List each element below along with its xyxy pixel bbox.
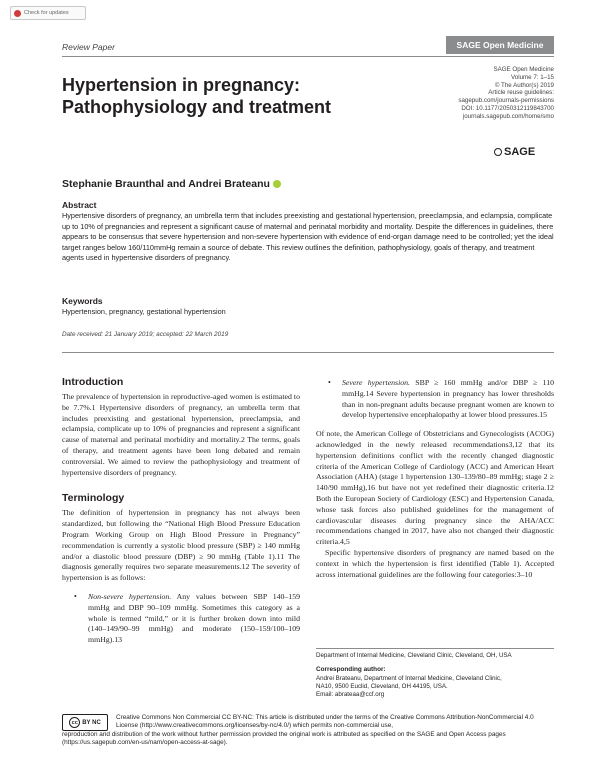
list-item [316,378,554,421]
license-text: Creative Commons Non Commercial CC BY-NC: This article is distributed under the terms of the Creative Commons Attribution-NonCommercial 4.0 License (http://www.creativecommons.org/licenses/by-nc/4.0/) which permits non-commercial use, [116,714,534,730]
meta-volume: Volume 7: 1–15 [510,73,554,81]
article-title [62,74,382,118]
keywords-text: Hypertension, pregnancy, gestational hypertension [62,307,226,316]
meta-journal: SAGE Open Medicine [493,66,554,73]
article-meta [418,66,554,121]
article-type: Review Paper [62,42,115,52]
license-text-continued: reproduction and distribution of the work without further permission provided the original work is attributed as specified on the SAGE and Open Access pages (https://us.sagepub.com/en-us/nam/open-access-at-sage). [62,731,506,747]
check-for-updates-badge[interactable] [10,6,86,20]
bullet-term: Non-severe hypertension. [88,591,172,601]
corresponding-email[interactable]: Email: abrateaa@ccf.org [316,691,385,698]
terminology-paragraph: The definition of hypertension in pregnancy has not always been standardized, but following the “National High Blood Pressure Education Program Working Group on High Blood Pressure in Pregnancy” recommendation is currently a systolic blood pressure (SBP) ≥ 140 mmHg and/or a diastolic blood pressure (DBP) ≥ 90 mmHg (Table 1).11 The diagnosis generally requires two separate measurements.12 The severity of hypertension is as follows: [62,508,300,583]
check-updates-label: Check for updates [24,10,69,16]
meta-copyright: © The Author(s) 2019 [494,81,554,89]
acog-paragraph: Of note, the American College of Obstetricians and Gynecologists (ACOG) acknowledged in the newly released recommendations3,12 that its hypertension definitions conflict with the recently changed diagnostic criteria of the American College of Cardiology (ACC) and American Heart Association (AHA) (stage 1 hypertension 130–139/80–89 mmHg; stage 2 ≥ 140/90 mmHg),16 but have not yet redefined their diagnostic criteria.12 Both the European Society of Cardiology (ESC) and Hypertension Canada, whose task forces also published guidelines for the management of cardiovascular diseases during pregnancy since the AHA/ACC recommendations changed in 2017, have also not changed their diagnostic criteria.4,5 [316,429,554,547]
bullet-text [342,378,554,421]
categories-paragraph: Specific hypertensive disorders of pregnancy are named based on the context in which the hypertension is first identified (Table 1). Accepted across international guidelines are the following four categories:3–10 [316,547,554,579]
corresponding-line-1: Andrei Brateanu, Department of Internal Medicine, Cleveland Clinic, [316,675,502,682]
keywords-heading: Keywords [62,296,103,306]
bullet-icon: • [328,378,331,387]
corresponding-author-heading: Corresponding author: [316,666,386,673]
bullet-description: Any values between SBP 140–159 mmHg and DBP 90–109 mmHg. Sometimes this category as a whole is termed “mild,” or it is further broken down into mild (140–149/90–99 mmHg) and moderate (150–159/100–109 mmHg).13 [88,591,301,645]
abstract-heading: Abstract [62,200,97,210]
header-divider [62,56,554,57]
check-updates-icon [14,10,21,17]
bullet-text [88,592,300,646]
sage-logo-text: SAGE [504,146,536,158]
right-column [316,378,554,580]
meta-reuse-label: Article reuse guidelines: [488,89,554,97]
sage-logo-icon [494,148,502,156]
terminology-heading: Terminology [62,492,125,505]
corresponding-author [316,675,554,699]
list-item [62,592,300,646]
author-list [62,178,281,190]
authors-text: Stephanie Braunthal and Andrei Brateanu [62,178,270,190]
title-line-1: Hypertension in pregnancy: [62,75,301,95]
abstract-section [62,200,554,264]
meta-doi[interactable]: DOI: 10.1177/2050312119843700 [461,104,554,112]
introduction-paragraph: The prevalence of hypertension in reproductive-aged women is estimated to be 7.7%.1 Hypertensive disorders of pregnancy, an umbrella term that includes preexisting and gestational hypertension, preeclampsia, and eclampsia, complicate up to 10% of pregnancies and represent a significant cause of maternal and perinatal morbidity and mortality.2 The terms, goals of therapy, and treatment agents have been long debated and remain controversial. We aimed to review the pathophysiology and treatment of hypertensive disorders of pregnancy. [62,392,300,477]
sage-logo [494,146,535,158]
cc-icon: cc [69,717,80,728]
bullet-term: Severe hypertension. [342,378,410,387]
title-line-2: Pathophysiology and treatment [62,97,332,117]
article-dates: Date received: 21 January 2019; accepted: 22 March 2019 [62,331,229,338]
affiliation: Department of Internal Medicine, Cleveland Clinic, Cleveland, OH, USA [316,652,512,659]
meta-reuse-link[interactable]: sagepub.com/journals-permissions [458,97,554,105]
creative-commons-badge [62,714,108,731]
journal-name-badge: SAGE Open Medicine [446,36,554,54]
introduction-heading: Introduction [62,376,124,388]
corresponding-line-2: NA10, 9500 Euclid, Cleveland, OH 44195, USA. [316,683,448,690]
bullet-icon: • [74,591,77,601]
bullet-description: SBP ≥ 160 mmHg and/or DBP ≥ 110 mmHg.14 Severe hypertension in pregnancy has lower thresholds than in non-pregnant adults because pregnant women are known to develop hypertensive encephalopathy at lower blood pressures.15 [342,378,554,420]
abstract-divider [62,352,554,353]
meta-journal-link[interactable]: journals.sagepub.com/home/smo [462,112,554,120]
footnote-divider [316,648,554,649]
orcid-icon[interactable] [273,180,281,188]
left-column [62,376,300,646]
abstract-text: Hypertensive disorders of pregnancy, an umbrella term that includes preexisting and gestational hypertension, preeclampsia, and eclampsia, complicate up to 10% of pregnancies and represent a significant cause of maternal and perinatal morbidity and mortality. Despite the differences in guidelines, there appears to be consensus that severe hypertension and non-severe hypertension with evidence of end-organ damage need to be controlled; yet the ideal target ranges below 160/110mmHg remain a source of debate. This review outlines the definition, pathophysiology, goals of therapy, and treatment agents used in hypertensive disorders of pregnancy. [62,211,554,263]
cc-badge-text: BY NC [82,719,101,726]
